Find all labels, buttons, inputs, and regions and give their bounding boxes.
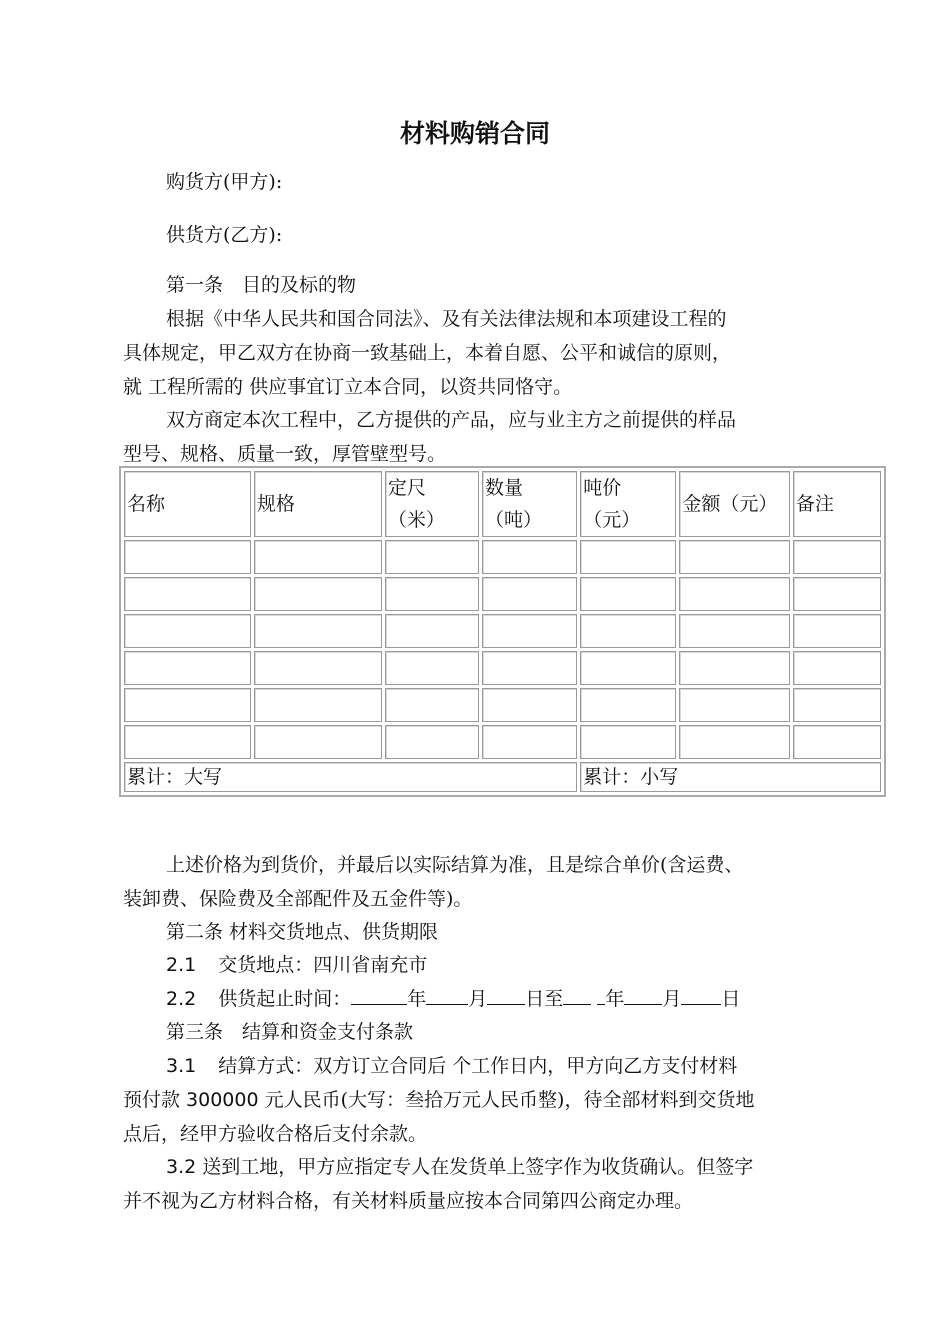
- table-cell: [793, 577, 881, 611]
- table-row: [124, 725, 881, 759]
- header-cell-name: 名称: [124, 471, 251, 537]
- table-cell: [679, 614, 790, 648]
- header-cell-length: 定尺 （米）: [385, 471, 479, 537]
- section-number: 3.1: [166, 1055, 197, 1077]
- table-row: [124, 614, 881, 648]
- table-cell: [124, 577, 251, 611]
- total-lowercase-cell: 累计：小写: [580, 762, 881, 792]
- section-3-1-line-1: [166, 1049, 866, 1083]
- table-cell: [124, 688, 251, 722]
- table-cell: [385, 540, 479, 574]
- table-cell: [580, 725, 676, 759]
- article-2-heading: 第二条 材料交货地点、供货期限: [166, 921, 439, 943]
- table-cell: [385, 614, 479, 648]
- table-cell: [793, 540, 881, 574]
- table-cell: [385, 725, 479, 759]
- paragraph-1-line-3: 就 工程所需的 供应事宜订立本合同，以资共同恪守。: [123, 376, 573, 398]
- total-uppercase-cell: 累计：大写: [124, 762, 577, 792]
- table-cell: [793, 688, 881, 722]
- table-cell: [254, 725, 382, 759]
- article-3-heading: 第三条 结算和资金支付条款: [166, 1021, 414, 1043]
- table-cell: [793, 614, 881, 648]
- year-label: 年: [407, 988, 427, 1010]
- table-row: [124, 540, 881, 574]
- blank-field: [681, 982, 721, 1005]
- table-cell: [679, 725, 790, 759]
- table-cell: [482, 688, 577, 722]
- table-cell: [254, 651, 382, 685]
- header-cell-amount: 金额（元）: [679, 471, 790, 537]
- table-cell: [254, 540, 382, 574]
- section-text: 预付款: [123, 1089, 187, 1111]
- section-3-1-line-2: [123, 1083, 823, 1117]
- section-number: 2.1: [166, 954, 197, 976]
- table-cell: [482, 577, 577, 611]
- section-2-1: [166, 948, 866, 982]
- header-cell-spec: 规格: [254, 471, 382, 537]
- table-row: [124, 688, 881, 722]
- table-cell: [385, 577, 479, 611]
- section-text: 送到工地，甲方应指定专人在发货单上签字作为收货确认。但签字: [196, 1156, 754, 1178]
- blank-field: [624, 982, 662, 1005]
- blank-field: [487, 982, 525, 1005]
- buyer-line: 购货方(甲方):: [166, 171, 283, 193]
- table-cell: [482, 725, 577, 759]
- table-cell: [124, 614, 251, 648]
- prepayment-amount: 300000: [186, 1089, 259, 1111]
- header-cell-remarks: 备注: [793, 471, 881, 537]
- table-cell: [679, 651, 790, 685]
- paragraph-1-line-1: 根据《中华人民共和国合同法》、及有关法律法规和本项建设工程的: [166, 308, 727, 330]
- year-label: 年: [605, 988, 625, 1010]
- table-cell: [482, 540, 577, 574]
- blank-field: [563, 982, 591, 1005]
- table-total-row: [124, 762, 881, 792]
- section-3-2-line-1: [166, 1150, 866, 1184]
- table-cell: [679, 577, 790, 611]
- month-label: 月: [468, 988, 488, 1010]
- table-cell: [124, 651, 251, 685]
- paragraph-2-line-1: 双方商定本次工程中，乙方提供的产品，应与业主方之前提供的样品: [166, 409, 737, 431]
- table-cell: [679, 540, 790, 574]
- section-text: 供货起止时间：: [218, 988, 352, 1010]
- document-title: 材料购销合同: [399, 119, 550, 148]
- table-row: [124, 651, 881, 685]
- table-row: [124, 577, 881, 611]
- section-number: 2.2: [166, 988, 197, 1010]
- table-cell: [385, 651, 479, 685]
- section-text: 结算方式：双方订立合同后 个工作日内，甲方向乙方支付材料: [218, 1055, 738, 1077]
- table-cell: [580, 577, 676, 611]
- table-cell: [254, 577, 382, 611]
- table-cell: [679, 688, 790, 722]
- table-cell: [793, 651, 881, 685]
- section-2-2: [166, 982, 866, 1016]
- blank-field: [351, 982, 407, 1005]
- day-to-label: 日至: [525, 988, 564, 1010]
- table-header-row: [124, 471, 881, 537]
- header-cell-price-per-ton: 吨价 （元）: [580, 471, 676, 537]
- table-cell: [580, 688, 676, 722]
- table-cell: [580, 540, 676, 574]
- month-label: 月: [662, 988, 682, 1010]
- table-cell: [124, 540, 251, 574]
- table-cell: [482, 614, 577, 648]
- paragraph-3-line-2: 装卸费、保险费及全部配件及五金件等)。: [123, 888, 473, 910]
- article-1-heading: 第一条 目的及标的物: [166, 274, 357, 296]
- day-label: 日: [721, 988, 741, 1010]
- section-text: 元人民币(大写：叁拾万元人民币整)，待全部材料到交货地: [258, 1089, 755, 1111]
- header-cell-quantity: 数量 （吨）: [482, 471, 577, 537]
- paragraph-2-line-2: 型号、规格、质量一致，厚管壁型号。: [123, 443, 447, 465]
- table-cell: [254, 614, 382, 648]
- goods-table: [119, 466, 886, 797]
- table-cell: [124, 725, 251, 759]
- section-number: 3.2: [166, 1156, 197, 1178]
- seller-line: 供货方(乙方):: [166, 224, 283, 246]
- paragraph-3-line-1: 上述价格为到货价，并最后以实际结算为准，且是综合单价(含运费、: [166, 854, 744, 876]
- paragraph-1-line-2: 具体规定，甲乙双方在协商一致基础上，本着自愿、公平和诚信的原则，: [123, 342, 732, 364]
- table-cell: [254, 688, 382, 722]
- blank-field: [426, 982, 468, 1005]
- section-3-1-line-3: 点后，经甲方验收合格后支付余款。: [123, 1123, 428, 1145]
- section-3-2-line-2: 并不视为乙方材料合格，有关材料质量应按本合同第四公商定办理。: [123, 1190, 694, 1212]
- table-cell: [793, 725, 881, 759]
- section-text: 交货地点：四川省南充市: [218, 954, 428, 976]
- table-cell: [385, 688, 479, 722]
- table-cell: [580, 651, 676, 685]
- table-cell: [482, 651, 577, 685]
- table-cell: [580, 614, 676, 648]
